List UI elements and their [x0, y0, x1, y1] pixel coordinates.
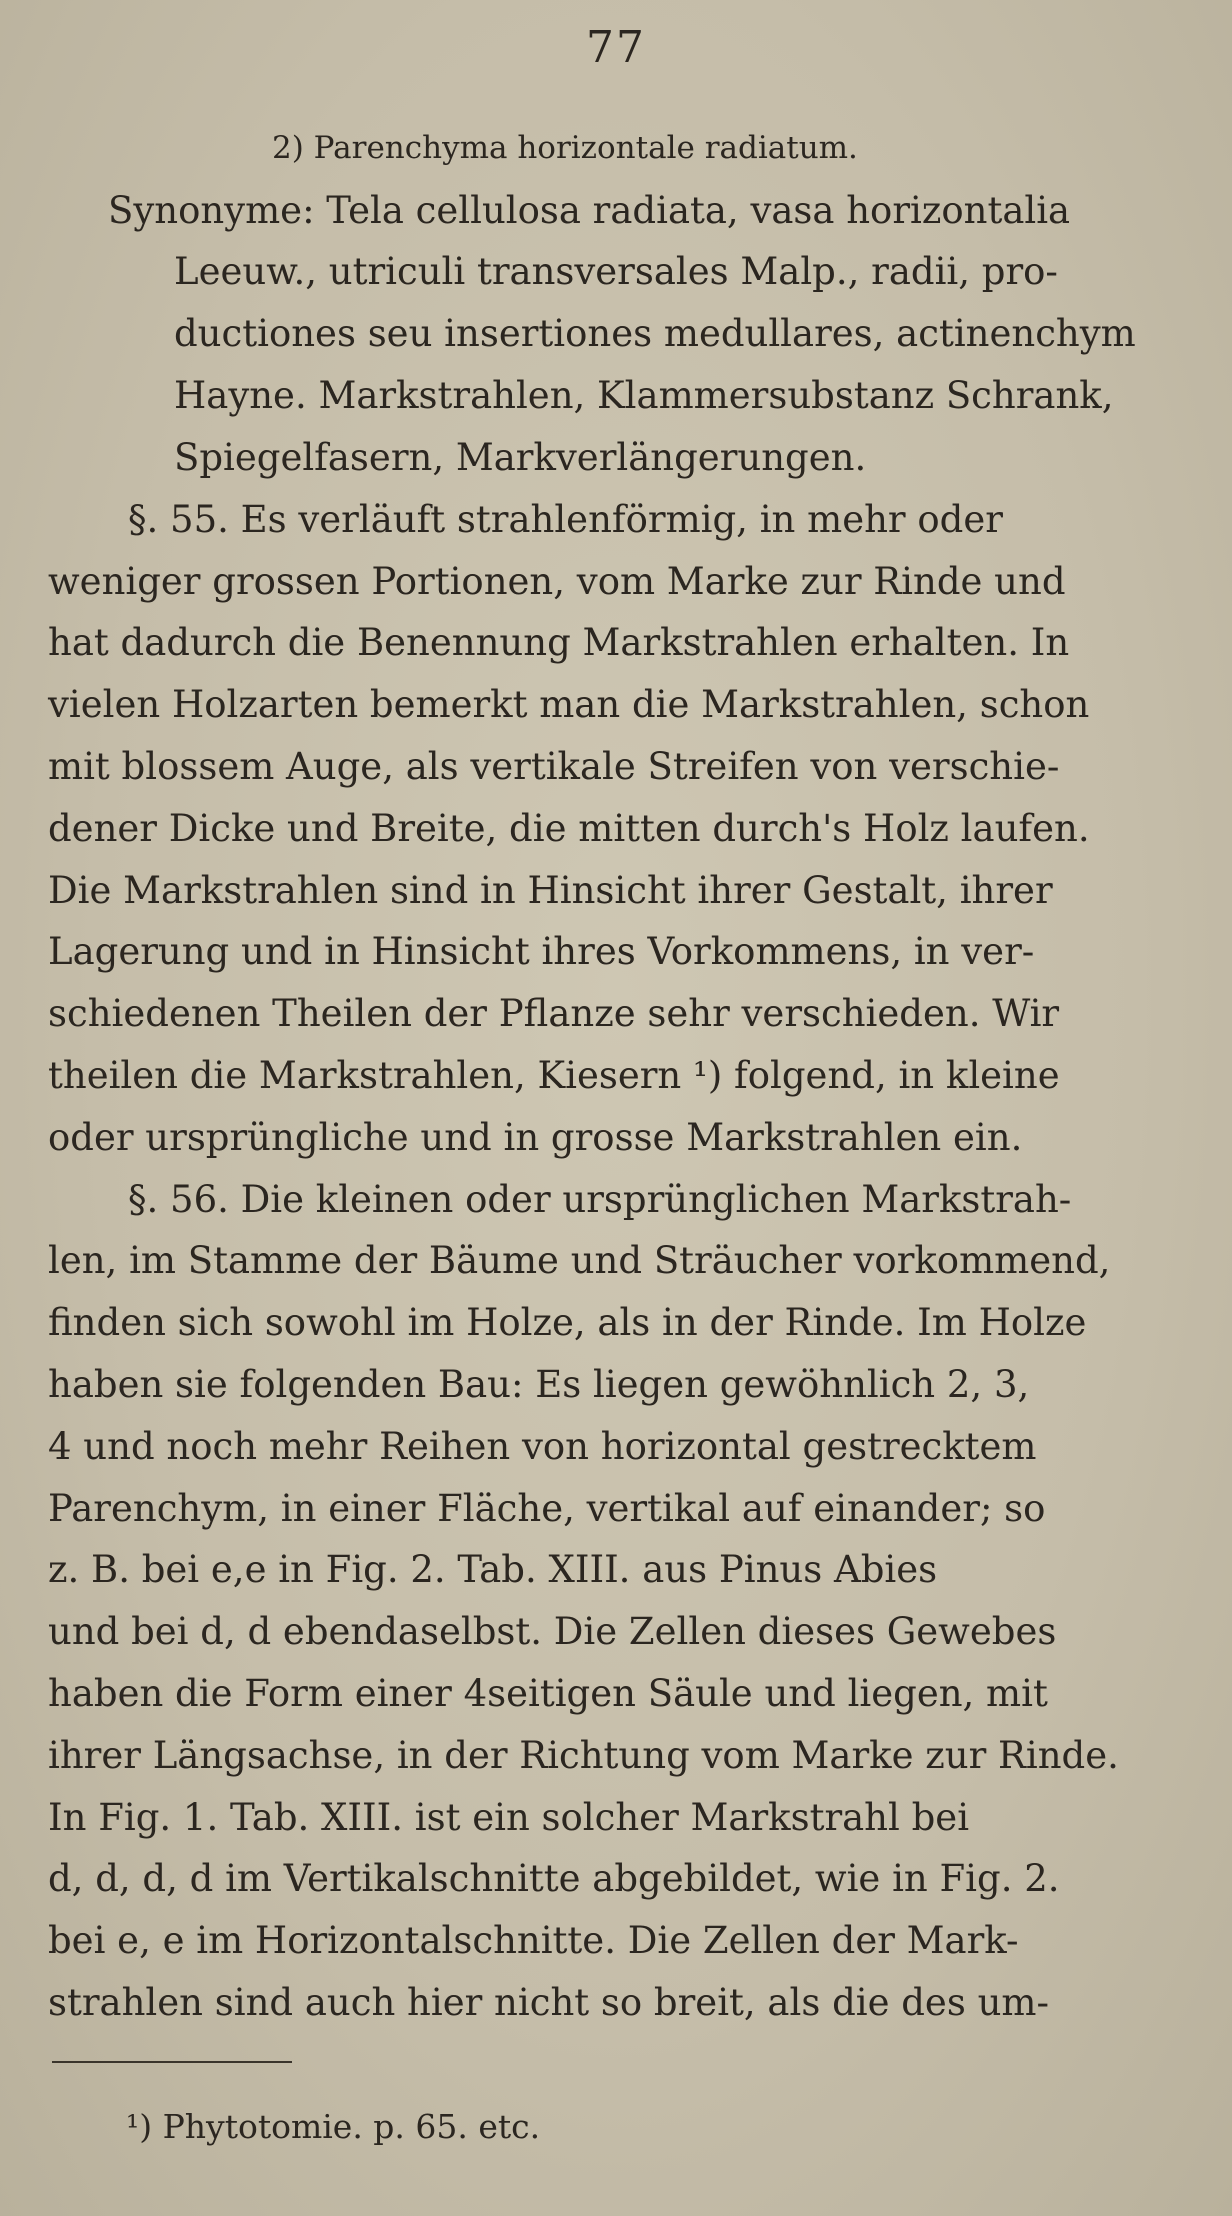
text-line: z. B. bei e,e in Fig. 2. Tab. XIII. aus Pinus Abies — [48, 1548, 938, 1591]
text-line: bei e, e im Horizontalschnitte. Die Zellen der Mark- — [48, 1919, 1019, 1962]
text-line: ductiones seu insertiones medullares, actinenchym — [174, 312, 1136, 355]
text-line: vielen Holzarten bemerkt man die Markstrahlen, schon — [48, 683, 1090, 726]
text-line: Hayne. Markstrahlen, Klammersubstanz Schrank, — [174, 374, 1114, 417]
text-line: schiedenen Theilen der Pflanze sehr verschieden. Wir — [48, 992, 1060, 1035]
text-line: haben sie folgenden Bau: Es liegen gewöhnlich 2, 3, — [48, 1363, 1030, 1406]
text-line: Leeuw., utriculi transversales Malp., radii, pro- — [174, 250, 1058, 293]
text-line: mit blossem Auge, als vertikale Streifen von verschie- — [48, 745, 1060, 788]
text-line: ihrer Längsachse, in der Richtung vom Marke zur Rinde. — [48, 1734, 1119, 1777]
text-line: In Fig. 1. Tab. XIII. ist ein solcher Markstrahl bei — [48, 1796, 970, 1839]
text-line: Parenchym, in einer Fläche, vertikal auf einander; so — [48, 1487, 1046, 1530]
page-number: 77 — [586, 22, 646, 73]
footnote-divider — [52, 2061, 292, 2063]
text-line: 4 und noch mehr Reihen von horizontal gestrecktem — [48, 1425, 1037, 1468]
text-line: strahlen sind auch hier nicht so breit, als die des um- — [48, 1981, 1049, 2024]
text-line: theilen die Markstrahlen, Kiesern ¹) folgend, in kleine — [48, 1054, 1060, 1097]
text-line: weniger grossen Portionen, vom Marke zur Rinde und — [48, 560, 1066, 603]
text-line: und bei d, d ebendaselbst. Die Zellen dieses Gewebes — [48, 1610, 1057, 1653]
text-line: Lagerung und in Hinsicht ihres Vorkommens, in ver- — [48, 930, 1035, 973]
text-line: Spiegelfasern, Markverlängerungen. — [174, 436, 867, 479]
text-line: oder ursprüngliche und in grosse Markstrahlen ein. — [48, 1116, 1023, 1159]
footnote: ¹) Phytotomie. p. 65. etc. — [126, 2107, 541, 2146]
text-line: dener Dicke und Breite, die mitten durch's Holz laufen. — [48, 807, 1090, 850]
paragraph-55-start: §. 55. Es verläuft strahlenförmig, in mehr oder — [128, 498, 1003, 541]
paragraph-56-start: §. 56. Die kleinen oder ursprünglichen Markstrah- — [128, 1178, 1072, 1221]
text-line: haben die Form einer 4seitigen Säule und liegen, mit — [48, 1672, 1048, 1715]
text-line: Die Markstrahlen sind in Hinsicht ihrer Gestalt, ihrer — [48, 869, 1053, 912]
text-line: Synonyme: Tela cellulosa radiata, vasa horizontalia — [108, 189, 1071, 232]
text-line: len, im Stamme der Bäume und Sträucher vorkommend, — [48, 1239, 1111, 1282]
text-line: finden sich sowohl im Holze, als in der Rinde. Im Holze — [48, 1301, 1087, 1344]
section-heading: 2) Parenchyma horizontale radiatum. — [272, 130, 858, 166]
text-line: hat dadurch die Benennung Markstrahlen erhalten. In — [48, 621, 1070, 664]
text-line: d, d, d, d im Vertikalschnitte abgebildet, wie in Fig. 2. — [48, 1857, 1060, 1900]
